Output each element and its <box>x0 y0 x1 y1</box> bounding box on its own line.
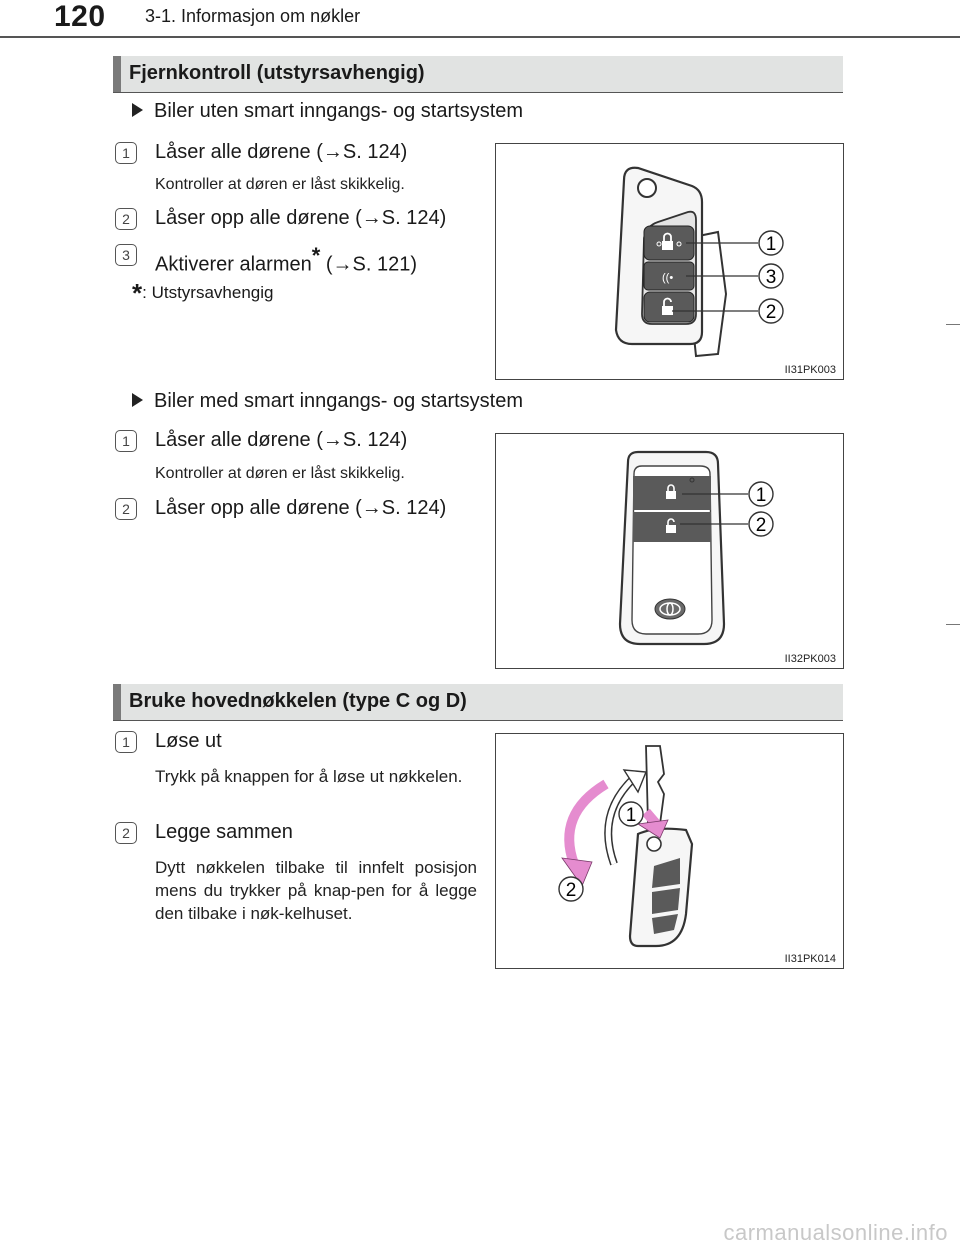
section-stripe <box>113 684 121 720</box>
figure-code: II31PK003 <box>784 364 836 376</box>
item-subtext: Kontroller at døren er låst skikkelig. <box>155 465 405 482</box>
item-text: Låser opp alle dørene (→S. 124) <box>155 207 447 229</box>
item-text: Låser opp alle dørene (→S. 124) <box>155 497 447 519</box>
figure-code: II32PK003 <box>784 653 836 665</box>
callout-1: 1 <box>755 485 767 506</box>
triangle-bullet-icon <box>132 393 143 407</box>
figure-flip-key-remote <box>495 143 844 380</box>
callout-2: 2 <box>765 302 777 323</box>
item-number: 1 <box>115 731 137 753</box>
item-number: 2 <box>115 498 137 520</box>
callout-2: 2 <box>755 515 767 536</box>
item-text: Låser alle dørene (→S. 124) <box>155 141 408 163</box>
subheading-text: Biler uten smart inngangs- og startsystem <box>154 100 524 122</box>
watermark: carmanualsonline.info <box>723 1220 948 1245</box>
section-title: Fjernkontroll (utstyrsavhengig) <box>129 62 425 84</box>
edge-mark <box>946 324 960 325</box>
item-text-alarm <box>155 243 417 277</box>
figure-flip-key-release <box>495 733 844 969</box>
figure-smart-key <box>495 433 844 669</box>
subheading-text: Biler med smart inngangs- og startsystem <box>154 390 524 412</box>
item-subtext: Kontroller at døren er låst skikkelig. <box>155 176 405 193</box>
callout-1: 1 <box>765 234 777 255</box>
section-title: Bruke hovednøkkelen (type C og D) <box>129 690 467 712</box>
item-text: Legge sammen <box>155 821 293 843</box>
footnote-star: * <box>132 278 143 308</box>
page-number: 120 <box>54 0 106 33</box>
section-header-master-key <box>113 684 843 721</box>
item-number: 2 <box>115 822 137 844</box>
key-ring-hole <box>638 179 656 197</box>
item-number: 3 <box>115 244 137 266</box>
header-rule <box>0 36 960 38</box>
flip-key-illustration <box>496 144 843 379</box>
item-number: 2 <box>115 208 137 230</box>
item-text: Låser alle dørene (→S. 124) <box>155 429 408 451</box>
item-subtext: Dytt nøkkelen tilbake til innfelt posisjon mens du trykker på knap-pen for å legge den tilbake i nøk-kelhuset. <box>155 858 477 923</box>
smart-key-illustration <box>496 434 843 668</box>
footnote-text: : Utstyrsavhengig <box>142 283 274 302</box>
triangle-bullet-icon <box>132 103 143 117</box>
section-stripe <box>113 56 121 92</box>
item-text: Løse ut <box>155 730 222 752</box>
item-number: 1 <box>115 142 137 164</box>
chapter-title: 3-1. Informasjon om nøkler <box>145 6 361 26</box>
alarm-ref: (→S. 121) <box>320 253 417 276</box>
callout-1: 1 <box>625 805 637 826</box>
item-number: 1 <box>115 430 137 452</box>
key-release-illustration <box>496 734 843 968</box>
svg-text:((•: ((• <box>662 272 674 284</box>
edge-mark <box>946 624 960 625</box>
subheading-no-smart <box>132 100 523 123</box>
callout-2: 2 <box>565 880 577 901</box>
subheading-smart <box>132 390 523 413</box>
footnote <box>132 278 273 309</box>
alarm-text: Aktiverer alarmen <box>155 253 312 276</box>
item-subtext: Trykk på knappen for å løse ut nøkkelen. <box>155 767 463 786</box>
section-header-remote <box>113 56 843 93</box>
footnote-star: * <box>311 243 321 268</box>
callout-3: 3 <box>765 267 777 288</box>
figure-code: II31PK014 <box>784 953 836 965</box>
